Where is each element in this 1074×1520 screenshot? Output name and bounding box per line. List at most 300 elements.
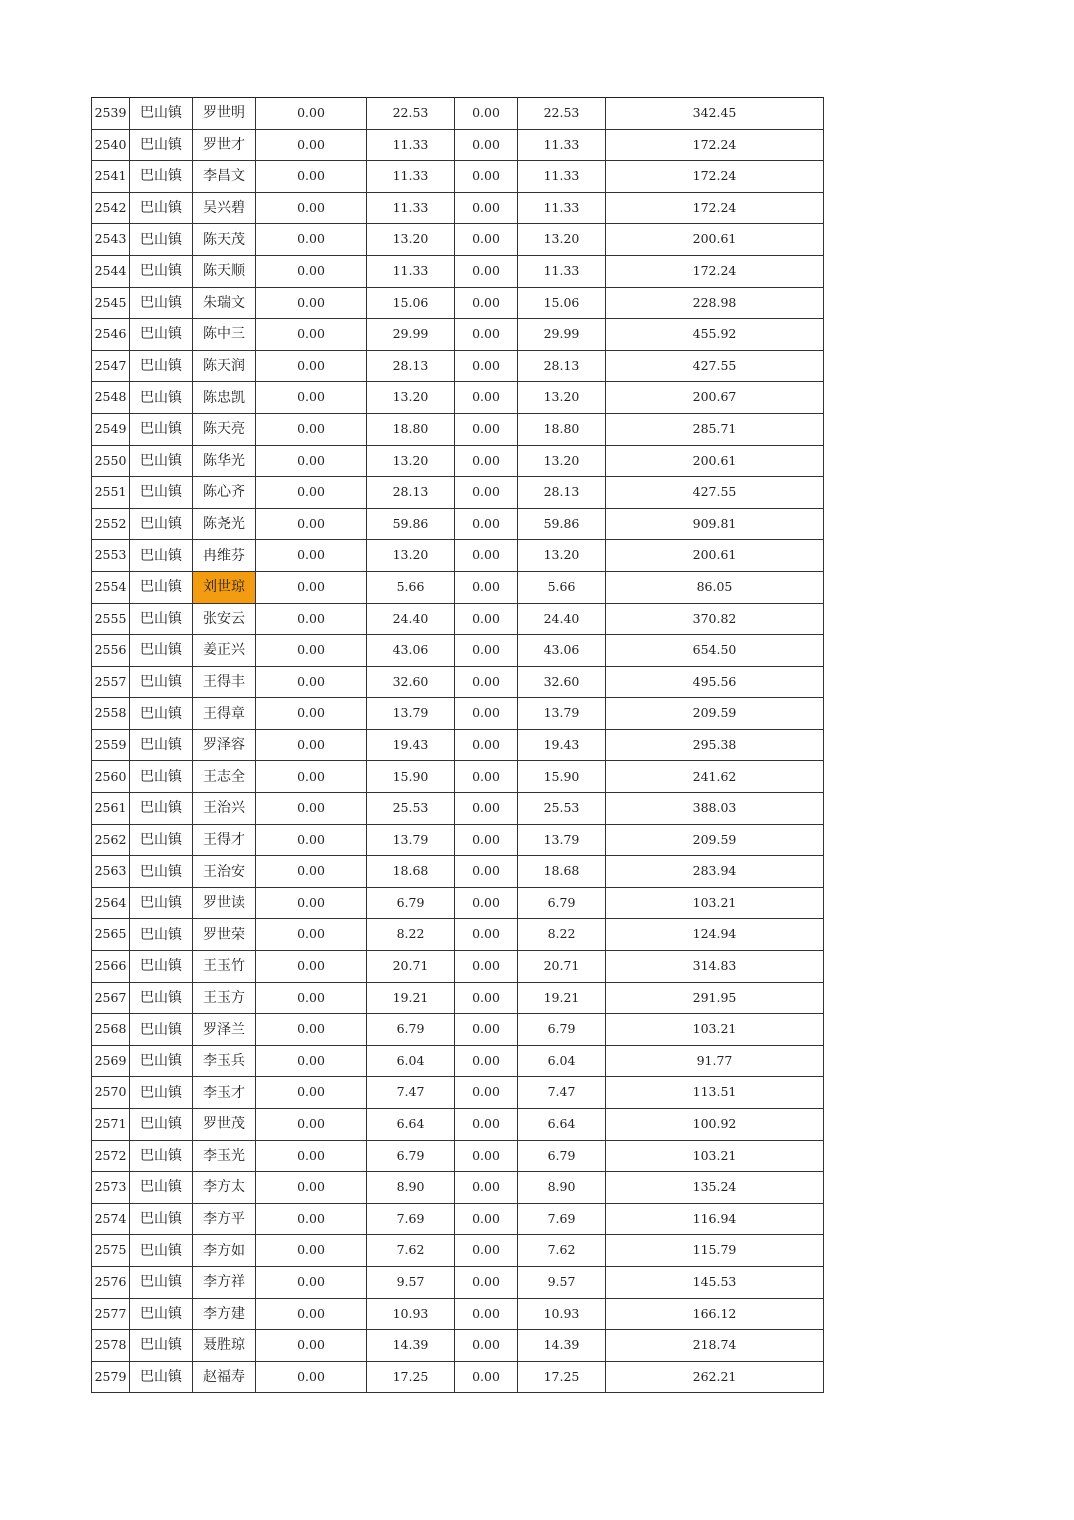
town-cell[interactable]: 巴山镇 bbox=[130, 919, 193, 951]
value-2-cell[interactable]: 8.22 bbox=[367, 919, 455, 951]
town-cell[interactable]: 巴山镇 bbox=[130, 856, 193, 888]
town-cell[interactable]: 巴山镇 bbox=[130, 761, 193, 793]
row-number-cell[interactable]: 2540 bbox=[92, 129, 130, 161]
value-4-cell[interactable]: 19.21 bbox=[518, 982, 606, 1014]
value-1-cell[interactable]: 0.00 bbox=[256, 1361, 367, 1393]
value-5-cell[interactable]: 200.67 bbox=[606, 382, 824, 414]
row-number-cell[interactable]: 2562 bbox=[92, 824, 130, 856]
value-5-cell[interactable]: 209.59 bbox=[606, 824, 824, 856]
town-cell[interactable]: 巴山镇 bbox=[130, 445, 193, 477]
value-4-cell[interactable]: 10.93 bbox=[518, 1298, 606, 1330]
value-4-cell[interactable]: 11.33 bbox=[518, 192, 606, 224]
name-cell[interactable]: 李方祥 bbox=[193, 1266, 256, 1298]
value-4-cell[interactable]: 22.53 bbox=[518, 98, 606, 130]
town-cell[interactable]: 巴山镇 bbox=[130, 887, 193, 919]
row-number-cell[interactable]: 2577 bbox=[92, 1298, 130, 1330]
value-5-cell[interactable]: 262.21 bbox=[606, 1361, 824, 1393]
value-2-cell[interactable]: 13.79 bbox=[367, 698, 455, 730]
value-2-cell[interactable]: 11.33 bbox=[367, 161, 455, 193]
value-3-cell[interactable]: 0.00 bbox=[455, 1266, 518, 1298]
row-number-cell[interactable]: 2570 bbox=[92, 1077, 130, 1109]
value-4-cell[interactable]: 59.86 bbox=[518, 508, 606, 540]
name-cell[interactable]: 王玉竹 bbox=[193, 951, 256, 983]
town-cell[interactable]: 巴山镇 bbox=[130, 192, 193, 224]
name-cell[interactable]: 罗世茂 bbox=[193, 1109, 256, 1141]
name-cell[interactable]: 赵福寿 bbox=[193, 1361, 256, 1393]
value-3-cell[interactable]: 0.00 bbox=[455, 445, 518, 477]
row-number-cell[interactable]: 2554 bbox=[92, 571, 130, 603]
town-cell[interactable]: 巴山镇 bbox=[130, 951, 193, 983]
value-1-cell[interactable]: 0.00 bbox=[256, 255, 367, 287]
name-cell[interactable]: 李玉光 bbox=[193, 1140, 256, 1172]
value-1-cell[interactable]: 0.00 bbox=[256, 350, 367, 382]
row-number-cell[interactable]: 2579 bbox=[92, 1361, 130, 1393]
value-5-cell[interactable]: 427.55 bbox=[606, 350, 824, 382]
row-number-cell[interactable]: 2571 bbox=[92, 1109, 130, 1141]
town-cell[interactable]: 巴山镇 bbox=[130, 1330, 193, 1362]
row-number-cell[interactable]: 2568 bbox=[92, 1014, 130, 1046]
row-number-cell[interactable]: 2539 bbox=[92, 98, 130, 130]
value-1-cell[interactable]: 0.00 bbox=[256, 1266, 367, 1298]
value-1-cell[interactable]: 0.00 bbox=[256, 1045, 367, 1077]
row-number-cell[interactable]: 2560 bbox=[92, 761, 130, 793]
value-4-cell[interactable]: 18.80 bbox=[518, 413, 606, 445]
value-5-cell[interactable]: 172.24 bbox=[606, 129, 824, 161]
town-cell[interactable]: 巴山镇 bbox=[130, 224, 193, 256]
value-2-cell[interactable]: 11.33 bbox=[367, 129, 455, 161]
value-2-cell[interactable]: 5.66 bbox=[367, 571, 455, 603]
value-1-cell[interactable]: 0.00 bbox=[256, 571, 367, 603]
value-5-cell[interactable]: 909.81 bbox=[606, 508, 824, 540]
value-5-cell[interactable]: 285.71 bbox=[606, 413, 824, 445]
value-1-cell[interactable]: 0.00 bbox=[256, 729, 367, 761]
value-1-cell[interactable]: 0.00 bbox=[256, 382, 367, 414]
value-3-cell[interactable]: 0.00 bbox=[455, 1109, 518, 1141]
value-2-cell[interactable]: 24.40 bbox=[367, 603, 455, 635]
name-cell[interactable]: 陈天茂 bbox=[193, 224, 256, 256]
value-1-cell[interactable]: 0.00 bbox=[256, 224, 367, 256]
town-cell[interactable]: 巴山镇 bbox=[130, 1045, 193, 1077]
value-1-cell[interactable]: 0.00 bbox=[256, 161, 367, 193]
value-5-cell[interactable]: 115.79 bbox=[606, 1235, 824, 1267]
town-cell[interactable]: 巴山镇 bbox=[130, 1172, 193, 1204]
value-5-cell[interactable]: 124.94 bbox=[606, 919, 824, 951]
value-4-cell[interactable]: 6.04 bbox=[518, 1045, 606, 1077]
value-4-cell[interactable]: 11.33 bbox=[518, 161, 606, 193]
value-2-cell[interactable]: 13.20 bbox=[367, 382, 455, 414]
value-5-cell[interactable]: 495.56 bbox=[606, 666, 824, 698]
value-2-cell[interactable]: 15.06 bbox=[367, 287, 455, 319]
row-number-cell[interactable]: 2542 bbox=[92, 192, 130, 224]
name-cell[interactable]: 罗世才 bbox=[193, 129, 256, 161]
town-cell[interactable]: 巴山镇 bbox=[130, 1298, 193, 1330]
row-number-cell[interactable]: 2550 bbox=[92, 445, 130, 477]
value-4-cell[interactable]: 13.20 bbox=[518, 540, 606, 572]
value-3-cell[interactable]: 0.00 bbox=[455, 1298, 518, 1330]
value-3-cell[interactable]: 0.00 bbox=[455, 887, 518, 919]
value-3-cell[interactable]: 0.00 bbox=[455, 698, 518, 730]
row-number-cell[interactable]: 2552 bbox=[92, 508, 130, 540]
town-cell[interactable]: 巴山镇 bbox=[130, 729, 193, 761]
value-1-cell[interactable]: 0.00 bbox=[256, 698, 367, 730]
value-2-cell[interactable]: 6.64 bbox=[367, 1109, 455, 1141]
value-3-cell[interactable]: 0.00 bbox=[455, 382, 518, 414]
value-4-cell[interactable]: 7.69 bbox=[518, 1203, 606, 1235]
name-cell[interactable]: 王治兴 bbox=[193, 793, 256, 825]
value-5-cell[interactable]: 241.62 bbox=[606, 761, 824, 793]
value-4-cell[interactable]: 6.79 bbox=[518, 887, 606, 919]
value-3-cell[interactable]: 0.00 bbox=[455, 161, 518, 193]
town-cell[interactable]: 巴山镇 bbox=[130, 255, 193, 287]
value-4-cell[interactable]: 11.33 bbox=[518, 255, 606, 287]
value-5-cell[interactable]: 427.55 bbox=[606, 477, 824, 509]
value-5-cell[interactable]: 228.98 bbox=[606, 287, 824, 319]
value-5-cell[interactable]: 172.24 bbox=[606, 192, 824, 224]
value-5-cell[interactable]: 172.24 bbox=[606, 255, 824, 287]
value-5-cell[interactable]: 291.95 bbox=[606, 982, 824, 1014]
value-2-cell[interactable]: 6.04 bbox=[367, 1045, 455, 1077]
value-5-cell[interactable]: 100.92 bbox=[606, 1109, 824, 1141]
value-4-cell[interactable]: 9.57 bbox=[518, 1266, 606, 1298]
value-3-cell[interactable]: 0.00 bbox=[455, 98, 518, 130]
value-2-cell[interactable]: 9.57 bbox=[367, 1266, 455, 1298]
town-cell[interactable]: 巴山镇 bbox=[130, 1235, 193, 1267]
value-4-cell[interactable]: 17.25 bbox=[518, 1361, 606, 1393]
town-cell[interactable]: 巴山镇 bbox=[130, 413, 193, 445]
name-cell[interactable]: 吴兴碧 bbox=[193, 192, 256, 224]
value-4-cell[interactable]: 13.79 bbox=[518, 824, 606, 856]
value-5-cell[interactable]: 218.74 bbox=[606, 1330, 824, 1362]
value-3-cell[interactable]: 0.00 bbox=[455, 287, 518, 319]
value-4-cell[interactable]: 19.43 bbox=[518, 729, 606, 761]
value-2-cell[interactable]: 19.21 bbox=[367, 982, 455, 1014]
value-5-cell[interactable]: 145.53 bbox=[606, 1266, 824, 1298]
value-4-cell[interactable]: 8.22 bbox=[518, 919, 606, 951]
name-cell[interactable]: 李方平 bbox=[193, 1203, 256, 1235]
value-4-cell[interactable]: 29.99 bbox=[518, 319, 606, 351]
value-2-cell[interactable]: 7.47 bbox=[367, 1077, 455, 1109]
name-cell[interactable]: 李玉兵 bbox=[193, 1045, 256, 1077]
value-3-cell[interactable]: 0.00 bbox=[455, 540, 518, 572]
row-number-cell[interactable]: 2541 bbox=[92, 161, 130, 193]
name-cell[interactable]: 罗世读 bbox=[193, 887, 256, 919]
value-4-cell[interactable]: 7.62 bbox=[518, 1235, 606, 1267]
value-3-cell[interactable]: 0.00 bbox=[455, 793, 518, 825]
town-cell[interactable]: 巴山镇 bbox=[130, 982, 193, 1014]
value-3-cell[interactable]: 0.00 bbox=[455, 982, 518, 1014]
row-number-cell[interactable]: 2557 bbox=[92, 666, 130, 698]
value-5-cell[interactable]: 166.12 bbox=[606, 1298, 824, 1330]
value-4-cell[interactable]: 5.66 bbox=[518, 571, 606, 603]
value-4-cell[interactable]: 20.71 bbox=[518, 951, 606, 983]
value-5-cell[interactable]: 200.61 bbox=[606, 445, 824, 477]
value-4-cell[interactable]: 28.13 bbox=[518, 477, 606, 509]
value-2-cell[interactable]: 29.99 bbox=[367, 319, 455, 351]
row-number-cell[interactable]: 2553 bbox=[92, 540, 130, 572]
value-2-cell[interactable]: 18.80 bbox=[367, 413, 455, 445]
value-1-cell[interactable]: 0.00 bbox=[256, 982, 367, 1014]
name-cell[interactable]: 陈忠凯 bbox=[193, 382, 256, 414]
name-cell[interactable]: 张安云 bbox=[193, 603, 256, 635]
value-3-cell[interactable]: 0.00 bbox=[455, 824, 518, 856]
value-1-cell[interactable]: 0.00 bbox=[256, 98, 367, 130]
value-2-cell[interactable]: 20.71 bbox=[367, 951, 455, 983]
row-number-cell[interactable]: 2559 bbox=[92, 729, 130, 761]
value-1-cell[interactable]: 0.00 bbox=[256, 761, 367, 793]
value-5-cell[interactable]: 295.38 bbox=[606, 729, 824, 761]
value-4-cell[interactable]: 6.79 bbox=[518, 1140, 606, 1172]
row-number-cell[interactable]: 2544 bbox=[92, 255, 130, 287]
name-cell[interactable]: 罗泽容 bbox=[193, 729, 256, 761]
town-cell[interactable]: 巴山镇 bbox=[130, 571, 193, 603]
value-1-cell[interactable]: 0.00 bbox=[256, 1077, 367, 1109]
value-1-cell[interactable]: 0.00 bbox=[256, 319, 367, 351]
value-3-cell[interactable]: 0.00 bbox=[455, 319, 518, 351]
value-4-cell[interactable]: 32.60 bbox=[518, 666, 606, 698]
value-1-cell[interactable]: 0.00 bbox=[256, 540, 367, 572]
value-4-cell[interactable]: 25.53 bbox=[518, 793, 606, 825]
town-cell[interactable]: 巴山镇 bbox=[130, 161, 193, 193]
value-5-cell[interactable]: 455.92 bbox=[606, 319, 824, 351]
value-5-cell[interactable]: 342.45 bbox=[606, 98, 824, 130]
value-2-cell[interactable]: 11.33 bbox=[367, 192, 455, 224]
row-number-cell[interactable]: 2573 bbox=[92, 1172, 130, 1204]
town-cell[interactable]: 巴山镇 bbox=[130, 1203, 193, 1235]
value-3-cell[interactable]: 0.00 bbox=[455, 635, 518, 667]
value-1-cell[interactable]: 0.00 bbox=[256, 793, 367, 825]
value-5-cell[interactable]: 370.82 bbox=[606, 603, 824, 635]
name-cell[interactable]: 陈尧光 bbox=[193, 508, 256, 540]
value-3-cell[interactable]: 0.00 bbox=[455, 1077, 518, 1109]
name-cell[interactable]: 李方建 bbox=[193, 1298, 256, 1330]
town-cell[interactable]: 巴山镇 bbox=[130, 540, 193, 572]
town-cell[interactable]: 巴山镇 bbox=[130, 666, 193, 698]
town-cell[interactable]: 巴山镇 bbox=[130, 1014, 193, 1046]
value-4-cell[interactable]: 13.79 bbox=[518, 698, 606, 730]
row-number-cell[interactable]: 2569 bbox=[92, 1045, 130, 1077]
value-3-cell[interactable]: 0.00 bbox=[455, 761, 518, 793]
value-3-cell[interactable]: 0.00 bbox=[455, 1235, 518, 1267]
value-3-cell[interactable]: 0.00 bbox=[455, 1203, 518, 1235]
value-4-cell[interactable]: 15.06 bbox=[518, 287, 606, 319]
row-number-cell[interactable]: 2563 bbox=[92, 856, 130, 888]
value-2-cell[interactable]: 18.68 bbox=[367, 856, 455, 888]
value-4-cell[interactable]: 6.64 bbox=[518, 1109, 606, 1141]
value-2-cell[interactable]: 17.25 bbox=[367, 1361, 455, 1393]
value-5-cell[interactable]: 103.21 bbox=[606, 1140, 824, 1172]
value-3-cell[interactable]: 0.00 bbox=[455, 1361, 518, 1393]
value-3-cell[interactable]: 0.00 bbox=[455, 856, 518, 888]
row-number-cell[interactable]: 2546 bbox=[92, 319, 130, 351]
town-cell[interactable]: 巴山镇 bbox=[130, 287, 193, 319]
name-cell[interactable]: 李方如 bbox=[193, 1235, 256, 1267]
value-1-cell[interactable]: 0.00 bbox=[256, 413, 367, 445]
town-cell[interactable]: 巴山镇 bbox=[130, 1361, 193, 1393]
row-number-cell[interactable]: 2561 bbox=[92, 793, 130, 825]
name-cell[interactable]: 王志全 bbox=[193, 761, 256, 793]
value-1-cell[interactable]: 0.00 bbox=[256, 1109, 367, 1141]
value-1-cell[interactable]: 0.00 bbox=[256, 856, 367, 888]
value-2-cell[interactable]: 15.90 bbox=[367, 761, 455, 793]
value-3-cell[interactable]: 0.00 bbox=[455, 603, 518, 635]
row-number-cell[interactable]: 2549 bbox=[92, 413, 130, 445]
name-cell[interactable]: 李昌文 bbox=[193, 161, 256, 193]
value-2-cell[interactable]: 11.33 bbox=[367, 255, 455, 287]
name-cell[interactable]: 陈天润 bbox=[193, 350, 256, 382]
value-1-cell[interactable]: 0.00 bbox=[256, 129, 367, 161]
row-number-cell[interactable]: 2575 bbox=[92, 1235, 130, 1267]
town-cell[interactable]: 巴山镇 bbox=[130, 603, 193, 635]
value-4-cell[interactable]: 24.40 bbox=[518, 603, 606, 635]
value-5-cell[interactable]: 135.24 bbox=[606, 1172, 824, 1204]
value-3-cell[interactable]: 0.00 bbox=[455, 571, 518, 603]
value-5-cell[interactable]: 172.24 bbox=[606, 161, 824, 193]
row-number-cell[interactable]: 2558 bbox=[92, 698, 130, 730]
value-1-cell[interactable]: 0.00 bbox=[256, 1172, 367, 1204]
row-number-cell[interactable]: 2566 bbox=[92, 951, 130, 983]
value-5-cell[interactable]: 103.21 bbox=[606, 1014, 824, 1046]
value-3-cell[interactable]: 0.00 bbox=[455, 729, 518, 761]
name-cell[interactable]: 王治安 bbox=[193, 856, 256, 888]
value-2-cell[interactable]: 19.43 bbox=[367, 729, 455, 761]
row-number-cell[interactable]: 2548 bbox=[92, 382, 130, 414]
value-4-cell[interactable]: 7.47 bbox=[518, 1077, 606, 1109]
value-1-cell[interactable]: 0.00 bbox=[256, 1330, 367, 1362]
row-number-cell[interactable]: 2551 bbox=[92, 477, 130, 509]
value-1-cell[interactable]: 0.00 bbox=[256, 603, 367, 635]
value-2-cell[interactable]: 7.62 bbox=[367, 1235, 455, 1267]
name-cell[interactable]: 姜正兴 bbox=[193, 635, 256, 667]
row-number-cell[interactable]: 2576 bbox=[92, 1266, 130, 1298]
value-3-cell[interactable]: 0.00 bbox=[455, 1172, 518, 1204]
value-1-cell[interactable]: 0.00 bbox=[256, 951, 367, 983]
value-1-cell[interactable]: 0.00 bbox=[256, 1203, 367, 1235]
town-cell[interactable]: 巴山镇 bbox=[130, 824, 193, 856]
row-number-cell[interactable]: 2555 bbox=[92, 603, 130, 635]
value-4-cell[interactable]: 13.20 bbox=[518, 382, 606, 414]
value-2-cell[interactable]: 28.13 bbox=[367, 477, 455, 509]
town-cell[interactable]: 巴山镇 bbox=[130, 793, 193, 825]
value-2-cell[interactable]: 43.06 bbox=[367, 635, 455, 667]
row-number-cell[interactable]: 2574 bbox=[92, 1203, 130, 1235]
value-2-cell[interactable]: 10.93 bbox=[367, 1298, 455, 1330]
value-2-cell[interactable]: 59.86 bbox=[367, 508, 455, 540]
town-cell[interactable]: 巴山镇 bbox=[130, 508, 193, 540]
value-3-cell[interactable]: 0.00 bbox=[455, 477, 518, 509]
town-cell[interactable]: 巴山镇 bbox=[130, 98, 193, 130]
name-cell[interactable]: 王得章 bbox=[193, 698, 256, 730]
value-5-cell[interactable]: 116.94 bbox=[606, 1203, 824, 1235]
value-5-cell[interactable]: 388.03 bbox=[606, 793, 824, 825]
town-cell[interactable]: 巴山镇 bbox=[130, 350, 193, 382]
value-3-cell[interactable]: 0.00 bbox=[455, 413, 518, 445]
value-1-cell[interactable]: 0.00 bbox=[256, 508, 367, 540]
value-2-cell[interactable]: 6.79 bbox=[367, 1140, 455, 1172]
value-2-cell[interactable]: 28.13 bbox=[367, 350, 455, 382]
value-3-cell[interactable]: 0.00 bbox=[455, 224, 518, 256]
town-cell[interactable]: 巴山镇 bbox=[130, 1109, 193, 1141]
value-3-cell[interactable]: 0.00 bbox=[455, 508, 518, 540]
value-3-cell[interactable]: 0.00 bbox=[455, 350, 518, 382]
town-cell[interactable]: 巴山镇 bbox=[130, 1266, 193, 1298]
value-2-cell[interactable]: 13.20 bbox=[367, 445, 455, 477]
value-4-cell[interactable]: 15.90 bbox=[518, 761, 606, 793]
value-3-cell[interactable]: 0.00 bbox=[455, 1330, 518, 1362]
name-cell[interactable]: 王得丰 bbox=[193, 666, 256, 698]
value-5-cell[interactable]: 103.21 bbox=[606, 887, 824, 919]
value-2-cell[interactable]: 6.79 bbox=[367, 887, 455, 919]
row-number-cell[interactable]: 2556 bbox=[92, 635, 130, 667]
value-3-cell[interactable]: 0.00 bbox=[455, 255, 518, 287]
value-1-cell[interactable]: 0.00 bbox=[256, 445, 367, 477]
value-2-cell[interactable]: 25.53 bbox=[367, 793, 455, 825]
row-number-cell[interactable]: 2564 bbox=[92, 887, 130, 919]
name-cell[interactable]: 陈中三 bbox=[193, 319, 256, 351]
value-2-cell[interactable]: 7.69 bbox=[367, 1203, 455, 1235]
value-2-cell[interactable]: 6.79 bbox=[367, 1014, 455, 1046]
value-3-cell[interactable]: 0.00 bbox=[455, 951, 518, 983]
value-3-cell[interactable]: 0.00 bbox=[455, 919, 518, 951]
value-1-cell[interactable]: 0.00 bbox=[256, 919, 367, 951]
value-2-cell[interactable]: 22.53 bbox=[367, 98, 455, 130]
value-2-cell[interactable]: 13.20 bbox=[367, 540, 455, 572]
row-number-cell[interactable]: 2543 bbox=[92, 224, 130, 256]
value-1-cell[interactable]: 0.00 bbox=[256, 477, 367, 509]
value-2-cell[interactable]: 32.60 bbox=[367, 666, 455, 698]
town-cell[interactable]: 巴山镇 bbox=[130, 635, 193, 667]
row-number-cell[interactable]: 2567 bbox=[92, 982, 130, 1014]
value-2-cell[interactable]: 13.79 bbox=[367, 824, 455, 856]
name-cell[interactable]: 罗世明 bbox=[193, 98, 256, 130]
value-1-cell[interactable]: 0.00 bbox=[256, 824, 367, 856]
name-cell[interactable]: 李玉才 bbox=[193, 1077, 256, 1109]
value-5-cell[interactable]: 200.61 bbox=[606, 540, 824, 572]
name-cell[interactable]: 朱瑞文 bbox=[193, 287, 256, 319]
value-4-cell[interactable]: 6.79 bbox=[518, 1014, 606, 1046]
value-5-cell[interactable]: 200.61 bbox=[606, 224, 824, 256]
name-cell[interactable]: 陈华光 bbox=[193, 445, 256, 477]
value-1-cell[interactable]: 0.00 bbox=[256, 287, 367, 319]
value-4-cell[interactable]: 14.39 bbox=[518, 1330, 606, 1362]
name-cell[interactable]: 王玉方 bbox=[193, 982, 256, 1014]
value-1-cell[interactable]: 0.00 bbox=[256, 1014, 367, 1046]
value-1-cell[interactable]: 0.00 bbox=[256, 666, 367, 698]
value-4-cell[interactable]: 18.68 bbox=[518, 856, 606, 888]
value-4-cell[interactable]: 8.90 bbox=[518, 1172, 606, 1204]
value-4-cell[interactable]: 13.20 bbox=[518, 224, 606, 256]
town-cell[interactable]: 巴山镇 bbox=[130, 698, 193, 730]
row-number-cell[interactable]: 2578 bbox=[92, 1330, 130, 1362]
row-number-cell[interactable]: 2572 bbox=[92, 1140, 130, 1172]
value-1-cell[interactable]: 0.00 bbox=[256, 1298, 367, 1330]
value-3-cell[interactable]: 0.00 bbox=[455, 129, 518, 161]
value-2-cell[interactable]: 13.20 bbox=[367, 224, 455, 256]
value-4-cell[interactable]: 13.20 bbox=[518, 445, 606, 477]
name-cell[interactable]: 聂胜琼 bbox=[193, 1330, 256, 1362]
value-2-cell[interactable]: 8.90 bbox=[367, 1172, 455, 1204]
value-3-cell[interactable]: 0.00 bbox=[455, 1045, 518, 1077]
row-number-cell[interactable]: 2547 bbox=[92, 350, 130, 382]
town-cell[interactable]: 巴山镇 bbox=[130, 382, 193, 414]
town-cell[interactable]: 巴山镇 bbox=[130, 1077, 193, 1109]
name-cell[interactable]: 罗泽兰 bbox=[193, 1014, 256, 1046]
value-3-cell[interactable]: 0.00 bbox=[455, 1140, 518, 1172]
name-cell[interactable]: 李方太 bbox=[193, 1172, 256, 1204]
town-cell[interactable]: 巴山镇 bbox=[130, 477, 193, 509]
value-5-cell[interactable]: 209.59 bbox=[606, 698, 824, 730]
name-cell[interactable]: 王得才 bbox=[193, 824, 256, 856]
town-cell[interactable]: 巴山镇 bbox=[130, 319, 193, 351]
